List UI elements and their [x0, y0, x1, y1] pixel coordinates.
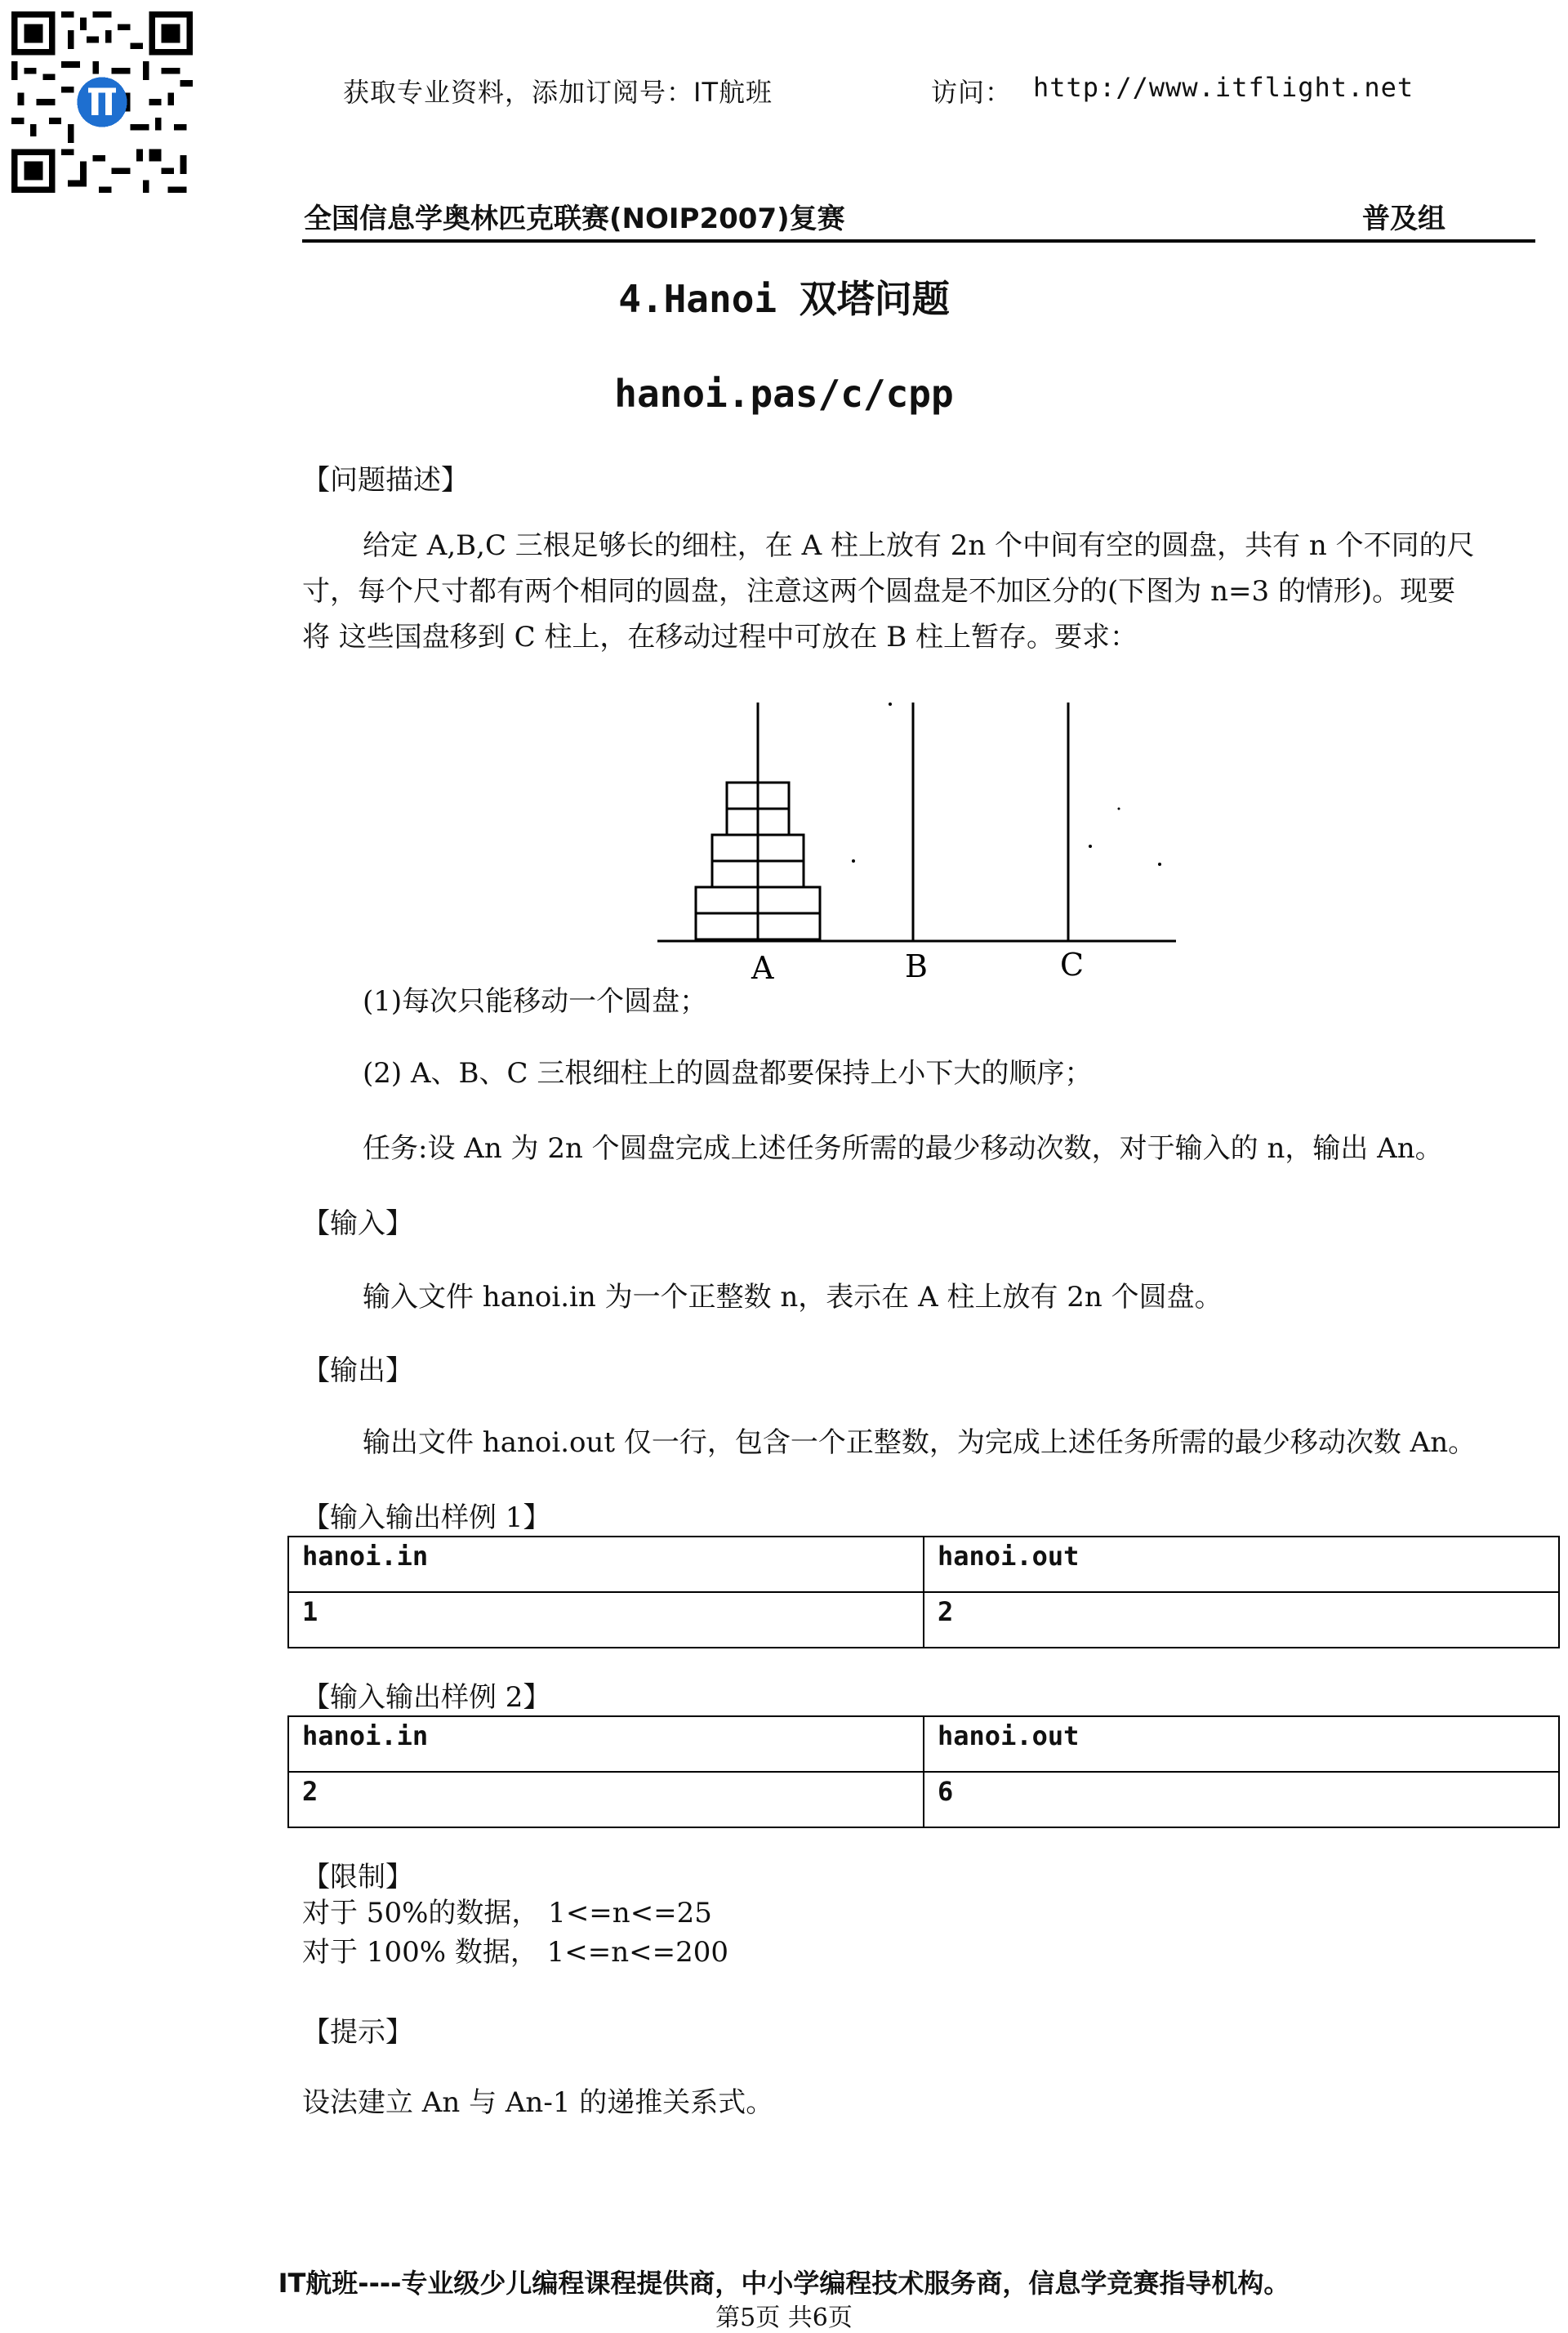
- output-text: 输出文件 hanoi.out 仅一行，包含一个正整数，为完成上述任务所需的最少移动次数 An。: [363, 1426, 1477, 1459]
- footer-slogan: IT航班----专业级少儿编程课程提供商，中小学编程技术服务商，信息学竞赛指导机构。: [278, 2268, 1290, 2299]
- sample2-header-out: hanoi.out: [924, 1716, 1559, 1772]
- header-rule: [302, 239, 1535, 243]
- table-row: [288, 1592, 1559, 1648]
- sample1-header-out: hanoi.out: [924, 1537, 1559, 1592]
- rule-2: (2) A、B、C 三根细柱上的圆盘都要保持上小下大的顺序；: [363, 1057, 1093, 1090]
- task-text: 任务:设 An 为 2n 个圆盘完成上述任务所需的最少移动次数，对于输入的 n，输出 An。: [363, 1132, 1443, 1165]
- sample1-header-in: hanoi.in: [288, 1537, 924, 1592]
- visit-label: 访问：: [931, 77, 1013, 108]
- sample1-table: [287, 1536, 1560, 1648]
- sample2-input: 2: [288, 1772, 924, 1827]
- input-heading: 【输入】: [302, 1207, 413, 1240]
- limit-line-1: 对于 50%的数据， 1<=n<=25: [302, 1897, 712, 1929]
- hint-text: 设法建立 An 与 An-1 的递推关系式。: [302, 2086, 774, 2119]
- sample1-output: 2: [924, 1592, 1559, 1648]
- problem-title: 4.Hanoi 双塔问题: [618, 277, 950, 321]
- pole-label-a: A: [751, 950, 774, 986]
- description-line-2: 寸，每个尺寸都有两个相同的圆盘，注意这两个圆盘是不加区分的(下图为 n=3 的情形)。现要: [302, 575, 1456, 608]
- description-heading: 【问题描述】: [302, 464, 469, 497]
- running-header-title: 全国信息学奥林匹克联赛(NOIP2007)复赛: [304, 203, 845, 235]
- input-text: 输入文件 hanoi.in 为一个正整数 n，表示在 A 柱上放有 2n 个圆盘。: [363, 1281, 1223, 1314]
- promo-text: 获取专业资料，添加订阅号：IT航班: [343, 77, 773, 108]
- sample1-heading: 【输入输出样例 1】: [302, 1501, 551, 1534]
- qr-code: [11, 11, 193, 193]
- table-row: [288, 1537, 1559, 1592]
- sample1-input: 1: [288, 1592, 924, 1648]
- sample2-table: [287, 1715, 1560, 1828]
- hanoi-figure: [637, 686, 1209, 997]
- table-row: [288, 1716, 1559, 1772]
- page-number: 第5页 共6页: [715, 2304, 853, 2332]
- table-row: [288, 1772, 1559, 1827]
- pole-label-c: C: [1060, 947, 1085, 983]
- description-line-3: 将 这些国盘移到 C 柱上，在移动过程中可放在 B 柱上暂存。要求：: [302, 621, 1138, 654]
- limit-heading: 【限制】: [302, 1861, 413, 1894]
- rule-1: (1)每次只能移动一个圆盘；: [363, 985, 708, 1018]
- sample2-output: 6: [924, 1772, 1559, 1827]
- output-heading: 【输出】: [302, 1354, 413, 1387]
- pole-label-b: B: [905, 948, 928, 984]
- limit-line-2: 对于 100% 数据， 1<=n<=200: [302, 1936, 729, 1969]
- problem-filename: hanoi.pas/c/cpp: [614, 372, 954, 416]
- description-line-1: 给定 A,B,C 三根足够长的细柱，在 A 柱上放有 2n 个中间有空的圆盘，共有 n 个不同的尺: [363, 529, 1475, 562]
- visit-url[interactable]: http://www.itflight.net: [1033, 72, 1414, 103]
- sample2-heading: 【输入输出样例 2】: [302, 1681, 551, 1714]
- hint-heading: 【提示】: [302, 2016, 413, 2049]
- sample2-header-in: hanoi.in: [288, 1716, 924, 1772]
- running-header-group: 普及组: [1362, 203, 1446, 235]
